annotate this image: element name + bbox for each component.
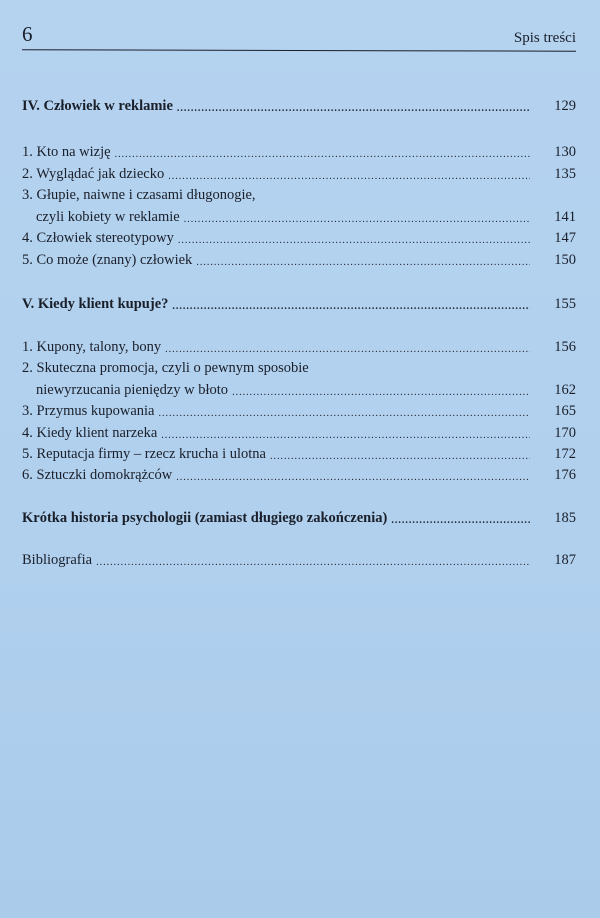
toc-label: 4. Kiedy klient narzeka [22, 425, 158, 441]
toc-entry [22, 164, 576, 184]
leader-dots [115, 148, 530, 162]
toc-label-cont: czyli kobiety w reklamie [36, 209, 180, 225]
toc-label: 2. Skuteczna promocja, czyli o pewnym sposobie [22, 360, 309, 376]
leader-dots [161, 429, 530, 443]
toc-history [22, 508, 576, 528]
toc-entry [36, 380, 576, 400]
leader-dots [391, 514, 530, 528]
toc-label: 5. Co może (znany) człowiek [22, 252, 193, 268]
toc-entry-line1 [22, 358, 576, 378]
toc-chapter-iv [22, 96, 576, 116]
toc-page: 150 [554, 252, 576, 268]
toc-label: 1. Kupony, talony, bony [22, 339, 162, 355]
toc-entry [22, 142, 576, 162]
toc-label: 3. Głupie, naiwne i czasami długonogie, [22, 187, 256, 203]
leader-dots [196, 256, 530, 270]
toc-entry [22, 423, 576, 443]
toc-label: 4. Człowiek stereotypowy [22, 230, 174, 246]
toc-entry [22, 337, 576, 357]
leader-dots [96, 556, 530, 570]
toc-label: 3. Przymus kupowania [22, 403, 155, 419]
running-title: Spis treści [513, 30, 576, 46]
toc-chapter-v [22, 294, 576, 314]
leader-dots [184, 213, 530, 227]
toc-page: 187 [554, 552, 576, 568]
leader-dots [178, 234, 530, 248]
page-number: 6 [22, 22, 33, 46]
leader-dots [172, 300, 530, 314]
toc-entry [22, 228, 576, 248]
toc-label-cont: niewyrzucania pieniędzy w błoto [36, 382, 229, 398]
toc-page: 162 [554, 382, 576, 398]
toc-label: 6. Sztuczki domokrążców [22, 467, 173, 483]
toc-label: V. Kiedy klient kupuje? [22, 296, 169, 312]
toc-page: 156 [554, 339, 576, 355]
toc-page: 135 [554, 166, 576, 182]
toc-page: 170 [554, 425, 576, 441]
toc-entry [22, 250, 576, 270]
toc-label: 1. Kto na wizję [22, 144, 111, 160]
leader-dots [176, 471, 530, 485]
toc-page: 141 [554, 209, 576, 225]
toc-page: 155 [554, 296, 576, 312]
toc-entry [22, 444, 576, 464]
toc-entry [22, 465, 576, 485]
toc-label: Krótka historia psychologii (zamiast długiego zakończenia) [22, 510, 388, 526]
toc-page: 172 [554, 446, 576, 462]
toc-label: Bibliografia [22, 552, 93, 568]
toc-page: 185 [554, 510, 576, 526]
header-rule [22, 49, 576, 51]
leader-dots [177, 102, 530, 116]
toc-label: 5. Reputacja firmy – rzecz krucha i ulotna [22, 446, 266, 462]
leader-dots [159, 407, 531, 421]
toc-bibliography [22, 550, 576, 570]
toc-label: IV. Człowiek w reklamie [22, 98, 173, 114]
toc-page: 165 [554, 403, 576, 419]
toc-entry [36, 207, 576, 227]
toc-page: 176 [554, 467, 576, 483]
leader-dots [165, 343, 530, 357]
toc-page: 129 [554, 98, 576, 114]
toc-label: 2. Wyglądać jak dziecko [22, 166, 165, 182]
leader-dots [270, 450, 530, 464]
leader-dots [168, 170, 530, 184]
toc-page: 147 [554, 230, 576, 246]
toc-page: 130 [554, 144, 576, 160]
leader-dots [232, 386, 530, 400]
toc-entry [22, 401, 576, 421]
toc-entry-line1 [22, 185, 576, 205]
